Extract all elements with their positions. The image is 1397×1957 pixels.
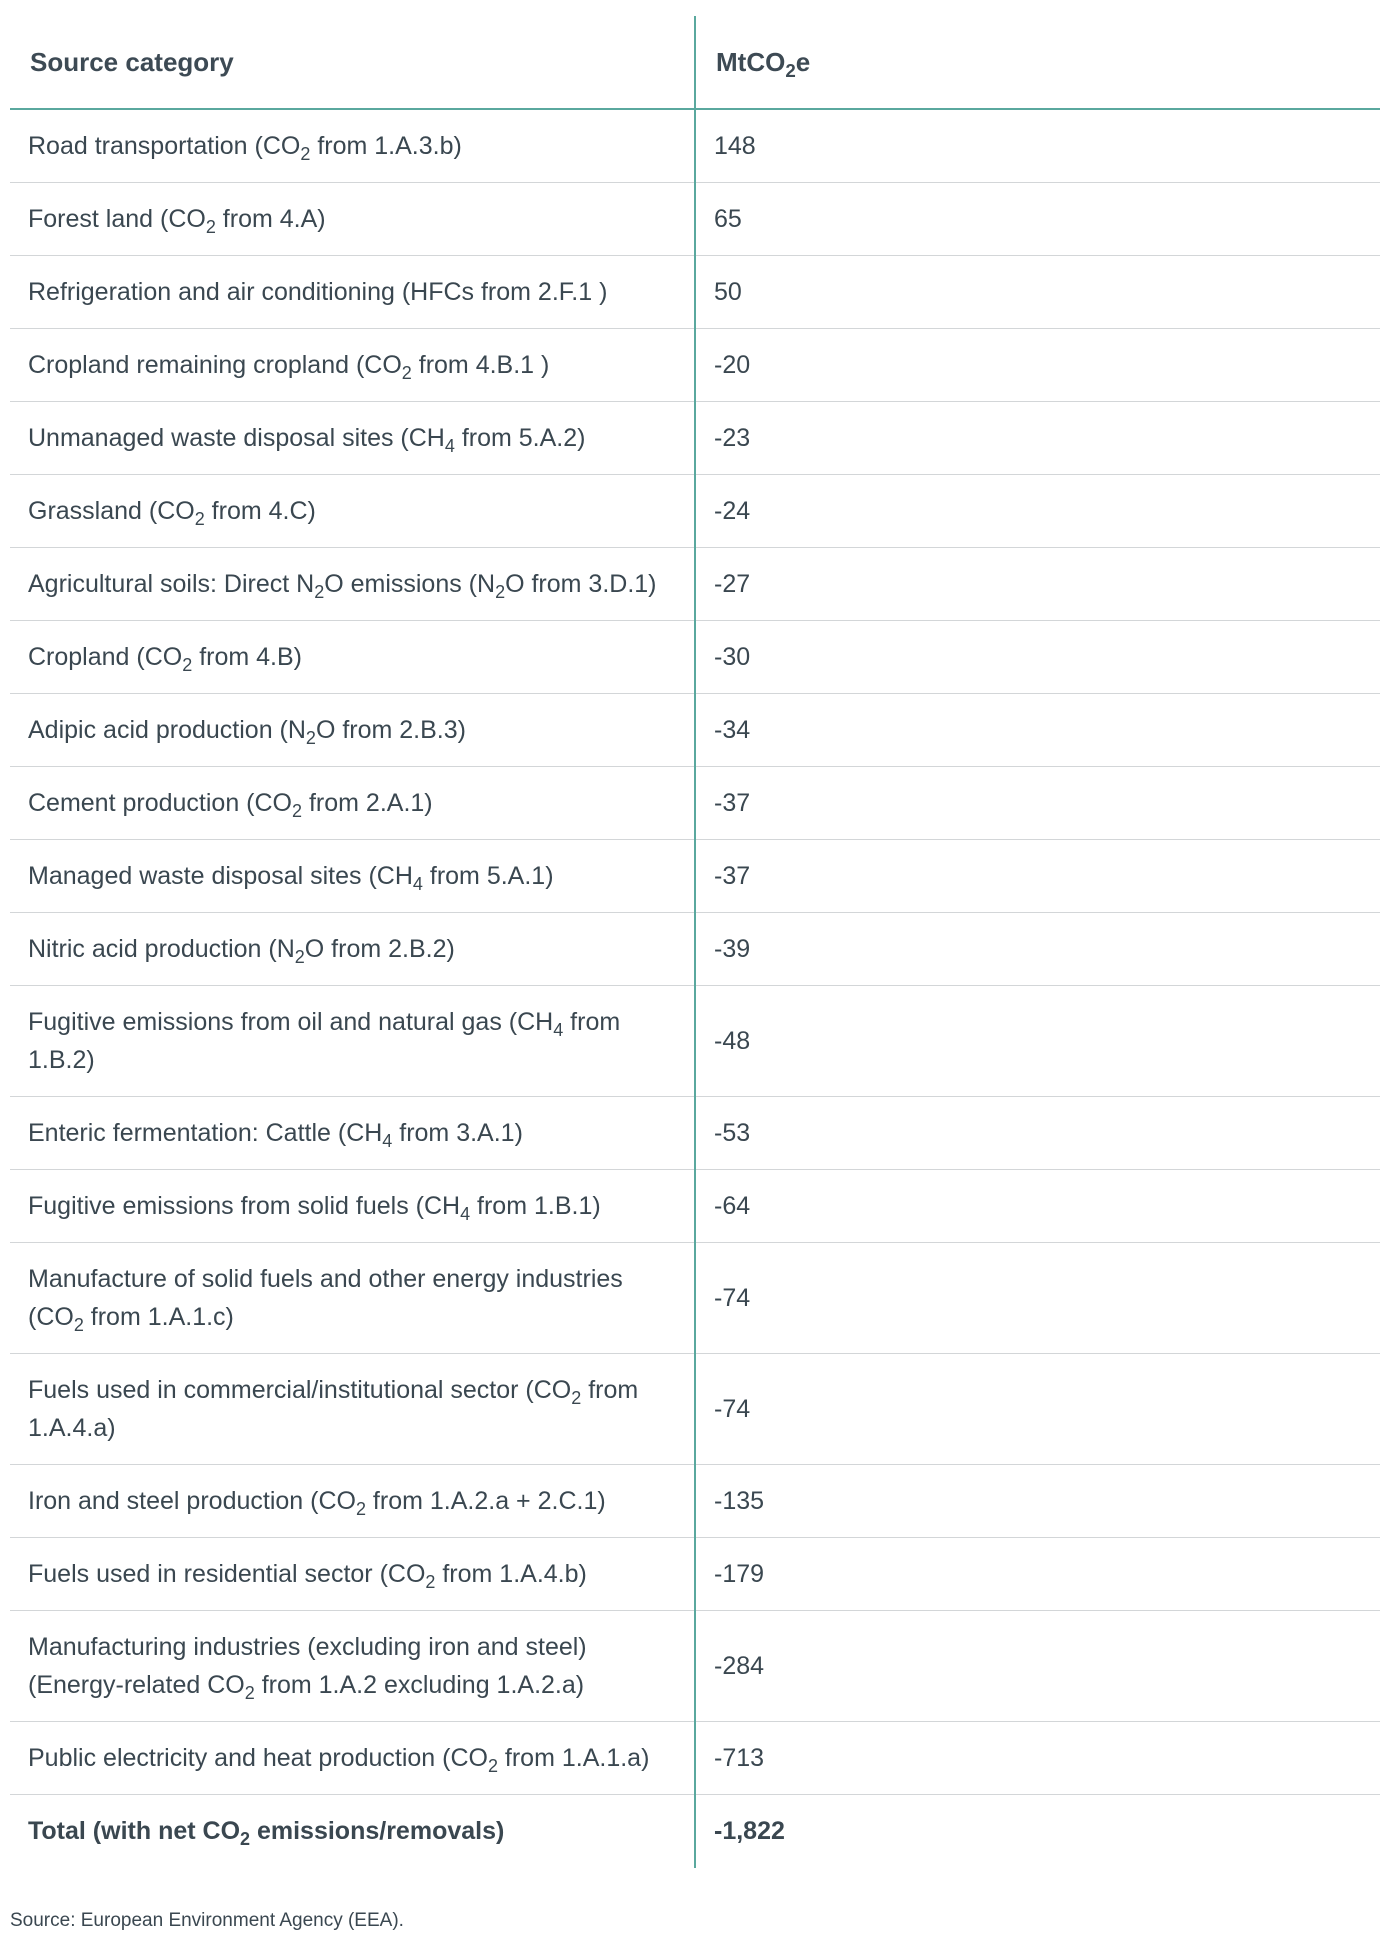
source-category-cell: Cropland remaining cropland ($CO_2$ from 4.B.1 ) (10, 329, 695, 402)
source-note: Source: European Environment Agency (EEA). (10, 1910, 404, 1931)
table-row (10, 1170, 1380, 1243)
emissions-value-cell: -39 (695, 913, 1380, 986)
table-row (10, 256, 1380, 329)
source-category-cell: Manufacturing industries (excluding iron and steel) (Energy-related $CO_2$ from 1.A.2 excluding 1.A.2.a) (10, 1611, 695, 1722)
emissions-value-cell: -34 (695, 694, 1380, 767)
emissions-value-cell: -135 (695, 1465, 1380, 1538)
emissions-value-cell: -24 (695, 475, 1380, 548)
emissions-table-container (10, 16, 1380, 1868)
total-value-cell: -1,822 (714, 1817, 785, 1846)
emissions-value-cell: -48 (695, 986, 1380, 1097)
table-row (10, 913, 1380, 986)
table-row (10, 1611, 1380, 1722)
emissions-table (10, 16, 1380, 1868)
table-row (10, 767, 1380, 840)
table-row (10, 329, 1380, 402)
emissions-value-cell: -27 (695, 548, 1380, 621)
table-row (10, 1243, 1380, 1354)
source-category-cell: Iron and steel production ($CO_2$ from 1.A.2.a + 2.C.1) (10, 1465, 695, 1538)
header-row (10, 16, 1380, 109)
emissions-value-cell: -713 (695, 1722, 1380, 1795)
table-body (10, 109, 1380, 1868)
source-category-cell: Enteric fermentation: Cattle ($CH_4$ from 3.A.1) (10, 1097, 695, 1170)
source-category-cell: Cement production ($CO_2$ from 2.A.1) (10, 767, 695, 840)
table-row (10, 986, 1380, 1097)
source-category-cell: Fuels used in commercial/institutional sector ($CO_2$ from 1.A.4.a) (10, 1354, 695, 1465)
emissions-value-cell: 50 (695, 256, 1380, 329)
total-row (10, 1795, 1380, 1868)
emissions-value-cell: 65 (695, 183, 1380, 256)
emissions-value-cell: 148 (695, 109, 1380, 183)
emissions-value-cell: -20 (695, 329, 1380, 402)
table-row (10, 1465, 1380, 1538)
source-category-cell: Public electricity and heat production ($CO_2$ from 1.A.1.a) (10, 1722, 695, 1795)
table-row (10, 475, 1380, 548)
column-header-source-category: Source category (10, 16, 695, 109)
emissions-value-cell: -179 (695, 1538, 1380, 1611)
column-header-mtco2e: MtCO$_2$e (695, 16, 1380, 109)
source-category-cell: Fugitive emissions from oil and natural gas ($CH_4$ from 1.B.2) (10, 986, 695, 1097)
source-category-cell: Agricultural soils: Direct $N_2O$ emissions ($N_2O$ from 3.D.1) (10, 548, 695, 621)
emissions-value-cell: -37 (695, 840, 1380, 913)
emissions-value-cell: -53 (695, 1097, 1380, 1170)
table-row (10, 1354, 1380, 1465)
source-category-cell: Managed waste disposal sites ($CH_4$ from 5.A.1) (10, 840, 695, 913)
source-category-cell: Unmanaged waste disposal sites ($CH_4$ from 5.A.2) (10, 402, 695, 475)
emissions-value-cell: -30 (695, 621, 1380, 694)
emissions-value-cell: -284 (695, 1611, 1380, 1722)
source-category-cell: Fuels used in residential sector ($CO_2$ from 1.A.4.b) (10, 1538, 695, 1611)
source-category-cell: Fugitive emissions from solid fuels ($CH_4$ from 1.B.1) (10, 1170, 695, 1243)
table-row (10, 621, 1380, 694)
emissions-value-cell: -23 (695, 402, 1380, 475)
table-row (10, 694, 1380, 767)
table-row (10, 548, 1380, 621)
table-row (10, 840, 1380, 913)
table-row (10, 1538, 1380, 1611)
table-row (10, 1097, 1380, 1170)
emissions-value-cell: -74 (695, 1354, 1380, 1465)
table-row (10, 183, 1380, 256)
source-category-cell: Refrigeration and air conditioning (HFCs from 2.F.1 ) (10, 256, 695, 329)
source-category-cell: Nitric acid production ($N_2O$ from 2.B.2) (10, 913, 695, 986)
emissions-value-cell: -74 (695, 1243, 1380, 1354)
table-row (10, 109, 1380, 183)
source-category-cell: Cropland ($CO_2$ from 4.B) (10, 621, 695, 694)
source-category-cell: Manufacture of solid fuels and other energy industries ($CO_2$ from 1.A.1.c) (10, 1243, 695, 1354)
total-label-cell: Total (with net $CO_2$ emissions/removals) (10, 1795, 695, 1868)
source-category-cell: Forest land ($CO_2$ from 4.A) (10, 183, 695, 256)
emissions-value-cell: -37 (695, 767, 1380, 840)
table-row (10, 402, 1380, 475)
emissions-value-cell: -64 (695, 1170, 1380, 1243)
table-header (10, 16, 1380, 109)
source-category-cell: Adipic acid production ($N_2O$ from 2.B.3) (10, 694, 695, 767)
source-category-cell: Road transportation ($CO_2$ from 1.A.3.b) (10, 109, 695, 183)
table-row (10, 1722, 1380, 1795)
source-category-cell: Grassland ($CO_2$ from 4.C) (10, 475, 695, 548)
